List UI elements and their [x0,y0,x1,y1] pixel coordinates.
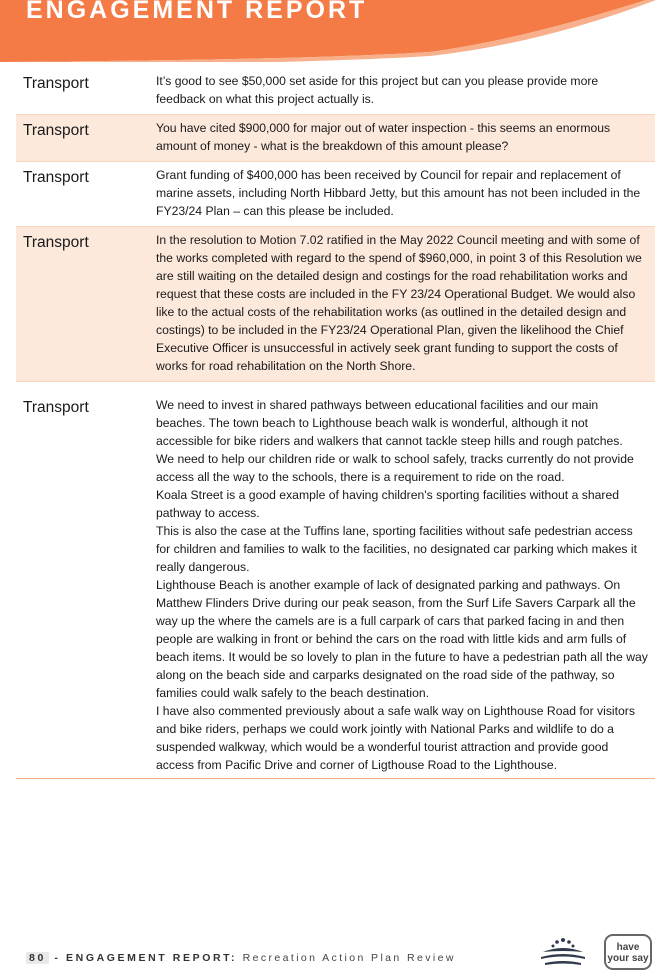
feedback-table [16,68,655,779]
comment-paragraph: It’s good to see $50,000 set aside for this project but can you please provide more feedback on what this project actually is. [156,74,599,106]
table-row [16,161,655,226]
category-cell: Transport [23,234,89,251]
comment-paragraph: I have also commented previously about a safe walk way on Lighthouse Road for visitors and bike riders, perhaps we could work jointly with National Parks and wildlife to do a suspended walkway, which would be a wonderful tourist attraction and provide good access from Pacific Drive and corner of Ligthouse Road to the Lighthouse. [156,704,635,772]
council-logo-icon [535,934,591,970]
comment-paragraph: Grant funding of $400,000 has been received by Council for repair and replacement of marine assets, including North Hibbard Jetty, but this amount has not been included in the FY23/24 Plan – can this please be included. [156,168,641,218]
comment-paragraph: This is also the case at the Tuffins lane, sporting facilities without safe pedestrian access for children and families to walk to the facilities, no designated car parking which makes it really dangerous. [156,524,637,574]
logo-text-line2: your say [607,953,649,964]
category-cell: Transport [23,122,89,139]
footer-separator: - [48,952,67,964]
table-row [16,114,655,161]
comment-paragraph: You have cited $900,000 for major out of water inspection - this seems an enormous amount of money - what is the breakdown of this amount please? [156,121,611,153]
comment-cell [156,166,648,220]
comment-paragraph: Lighthouse Beach is another example of lack of designated parking and pathways. On Matthew Flinders Drive during our peak season, from the Surf Life Savers Carpark all the way up the where the camels are is a full carpark of cars that parked facing in and then people are walking in front or behind the cars on the road with little kids and arm fulls of beach items. It would be so lovely to plan in the future to have a pedestrian path all the way along on the beach side and carparks designated on the road side of the pathway, so families could walk safely to the beach destination. [156,578,648,700]
comment-cell [156,396,648,774]
comment-paragraph: In the resolution to Motion 7.02 ratified in the May 2022 Council meeting and with some of the works completed with regard to the spend of $960,000, in point 3 of this Resolution we are still waiting on the detailed design and costings for the road rehabilitation works and request that these costs are included in the FY 23/24 Operational Budget. We would also like to the actual costs of the rehabilitation works (as outlined in the detailed design and costings) to be included in the FY23/24 Operational Plan, given the likelihood the Chief Executive Officer is unsuccessful in actively seek grant funding to support the costs of works for road rehabilitation on the North Shore. [156,233,642,373]
page-number: 80 [26,952,49,964]
table-row [16,226,655,381]
comment-paragraph: We need to help our children ride or walk to school safely, tracks currently do not provide access all the way to the schools, there is a requirement to ride on the road. [156,452,634,484]
table-row [16,381,655,778]
category-cell: Transport [23,399,89,416]
comment-cell [156,119,648,155]
comment-paragraph: Koala Street is a good example of having children's sporting facilities without a shared pathway to access. [156,488,620,520]
page-title: ENGAGEMENT REPORT [26,0,368,24]
comment-cell [156,231,648,375]
logo-text-line1: have [616,942,640,953]
page-footer [26,952,456,964]
comment-cell [156,72,648,108]
category-cell: Transport [23,169,89,186]
table-row [16,68,655,114]
category-cell: Transport [23,75,89,92]
comment-paragraph: We need to invest in shared pathways between educational facilities and our main beaches. The town beach to Lighthouse beach walk is wonderful, although it not accessible for bike riders and walkers that cannot tackle steep hills and rough patches. [156,398,623,448]
have-your-say-logo [604,934,652,970]
footer-subtitle: Recreation Action Plan Review [242,952,456,964]
footer-report-label: ENGAGEMENT REPORT: [66,952,238,964]
header-banner [0,0,670,62]
